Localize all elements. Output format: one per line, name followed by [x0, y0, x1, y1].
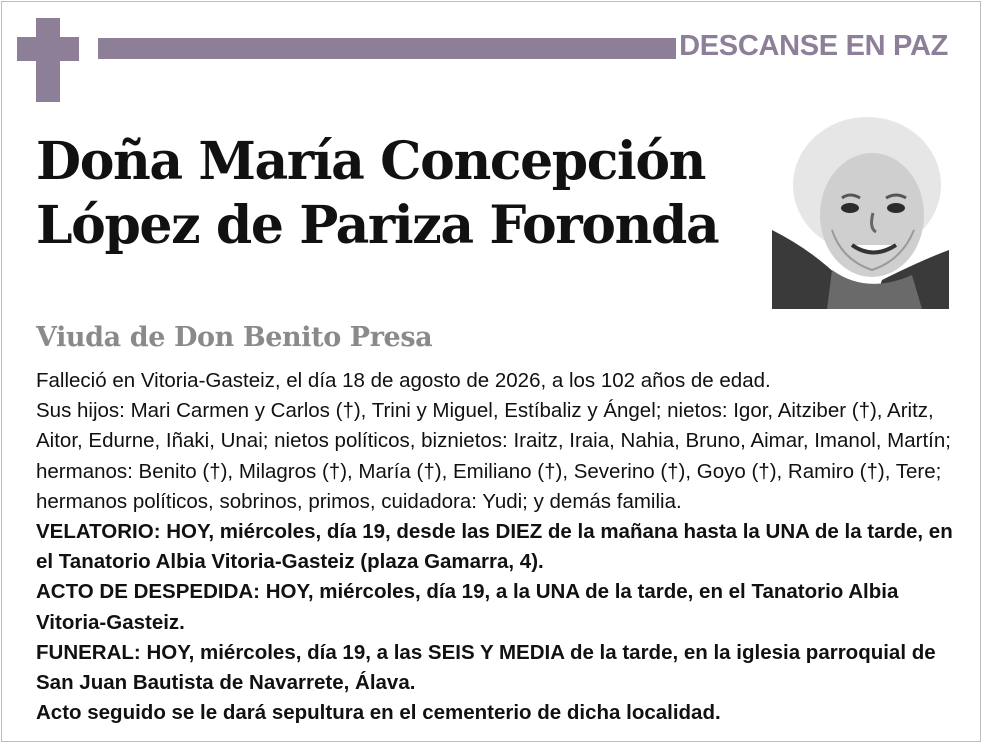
despedida-text: ACTO DE DESPEDIDA: HOY, miércoles, día 19, a la UNA de la tarde, en el Tanatorio Albia Vitoria-Gasteiz.: [36, 580, 899, 634]
sepultura-text: Acto seguido se le dará sepultura en el cementerio de dicha localidad.: [36, 701, 721, 725]
deceased-name: [36, 130, 776, 258]
subtitle-widow: Viuda de Don Benito Presa: [36, 322, 433, 353]
deceased-photo: [772, 110, 949, 309]
header-rule: [98, 38, 676, 59]
header-label: DESCANSE EN PAZ: [679, 30, 948, 62]
obituary-body: [36, 366, 961, 728]
family-text: Sus hijos: Mari Carmen y Carlos (†), Trini y Miguel, Estíbaliz y Ángel; nietos: Igor, Aitziber (†), Aritz, Aitor, Edurne, Iñaki, Unai; nietos políticos, biznietos: Iraitz, Iraia, Nahia, Bruno, Aimar, Imanol, Martín; hermanos: Benito (†), Milagros (†), María (†), Emiliano (†), Severino (†), Goyo (†), Ramiro (†), Tere; hermanos políticos, sobrinos, primos, cuidadora: Yudi; y demás familia.: [36, 399, 951, 513]
passed-text: Falleció en Vitoria-Gasteiz, el día 18 de agosto de 2026, a los 102 años de edad.: [36, 369, 771, 392]
name-line-2: López de Pariza Foronda: [36, 195, 719, 256]
name-line-1: Doña María Concepción: [36, 131, 706, 192]
funeral-text: FUNERAL: HOY, miércoles, día 19, a las SEIS Y MEDIA de la tarde, en la iglesia parroquial de San Juan Bautista de Navarrete, Álava.: [36, 640, 936, 695]
velatorio-text: VELATORIO: HOY, miércoles, día 19, desde las DIEZ de la mañana hasta la UNA de la tarde, en el Tanatorio Albia Vitoria-Gasteiz (plaza Gamarra, 4).: [36, 520, 953, 574]
